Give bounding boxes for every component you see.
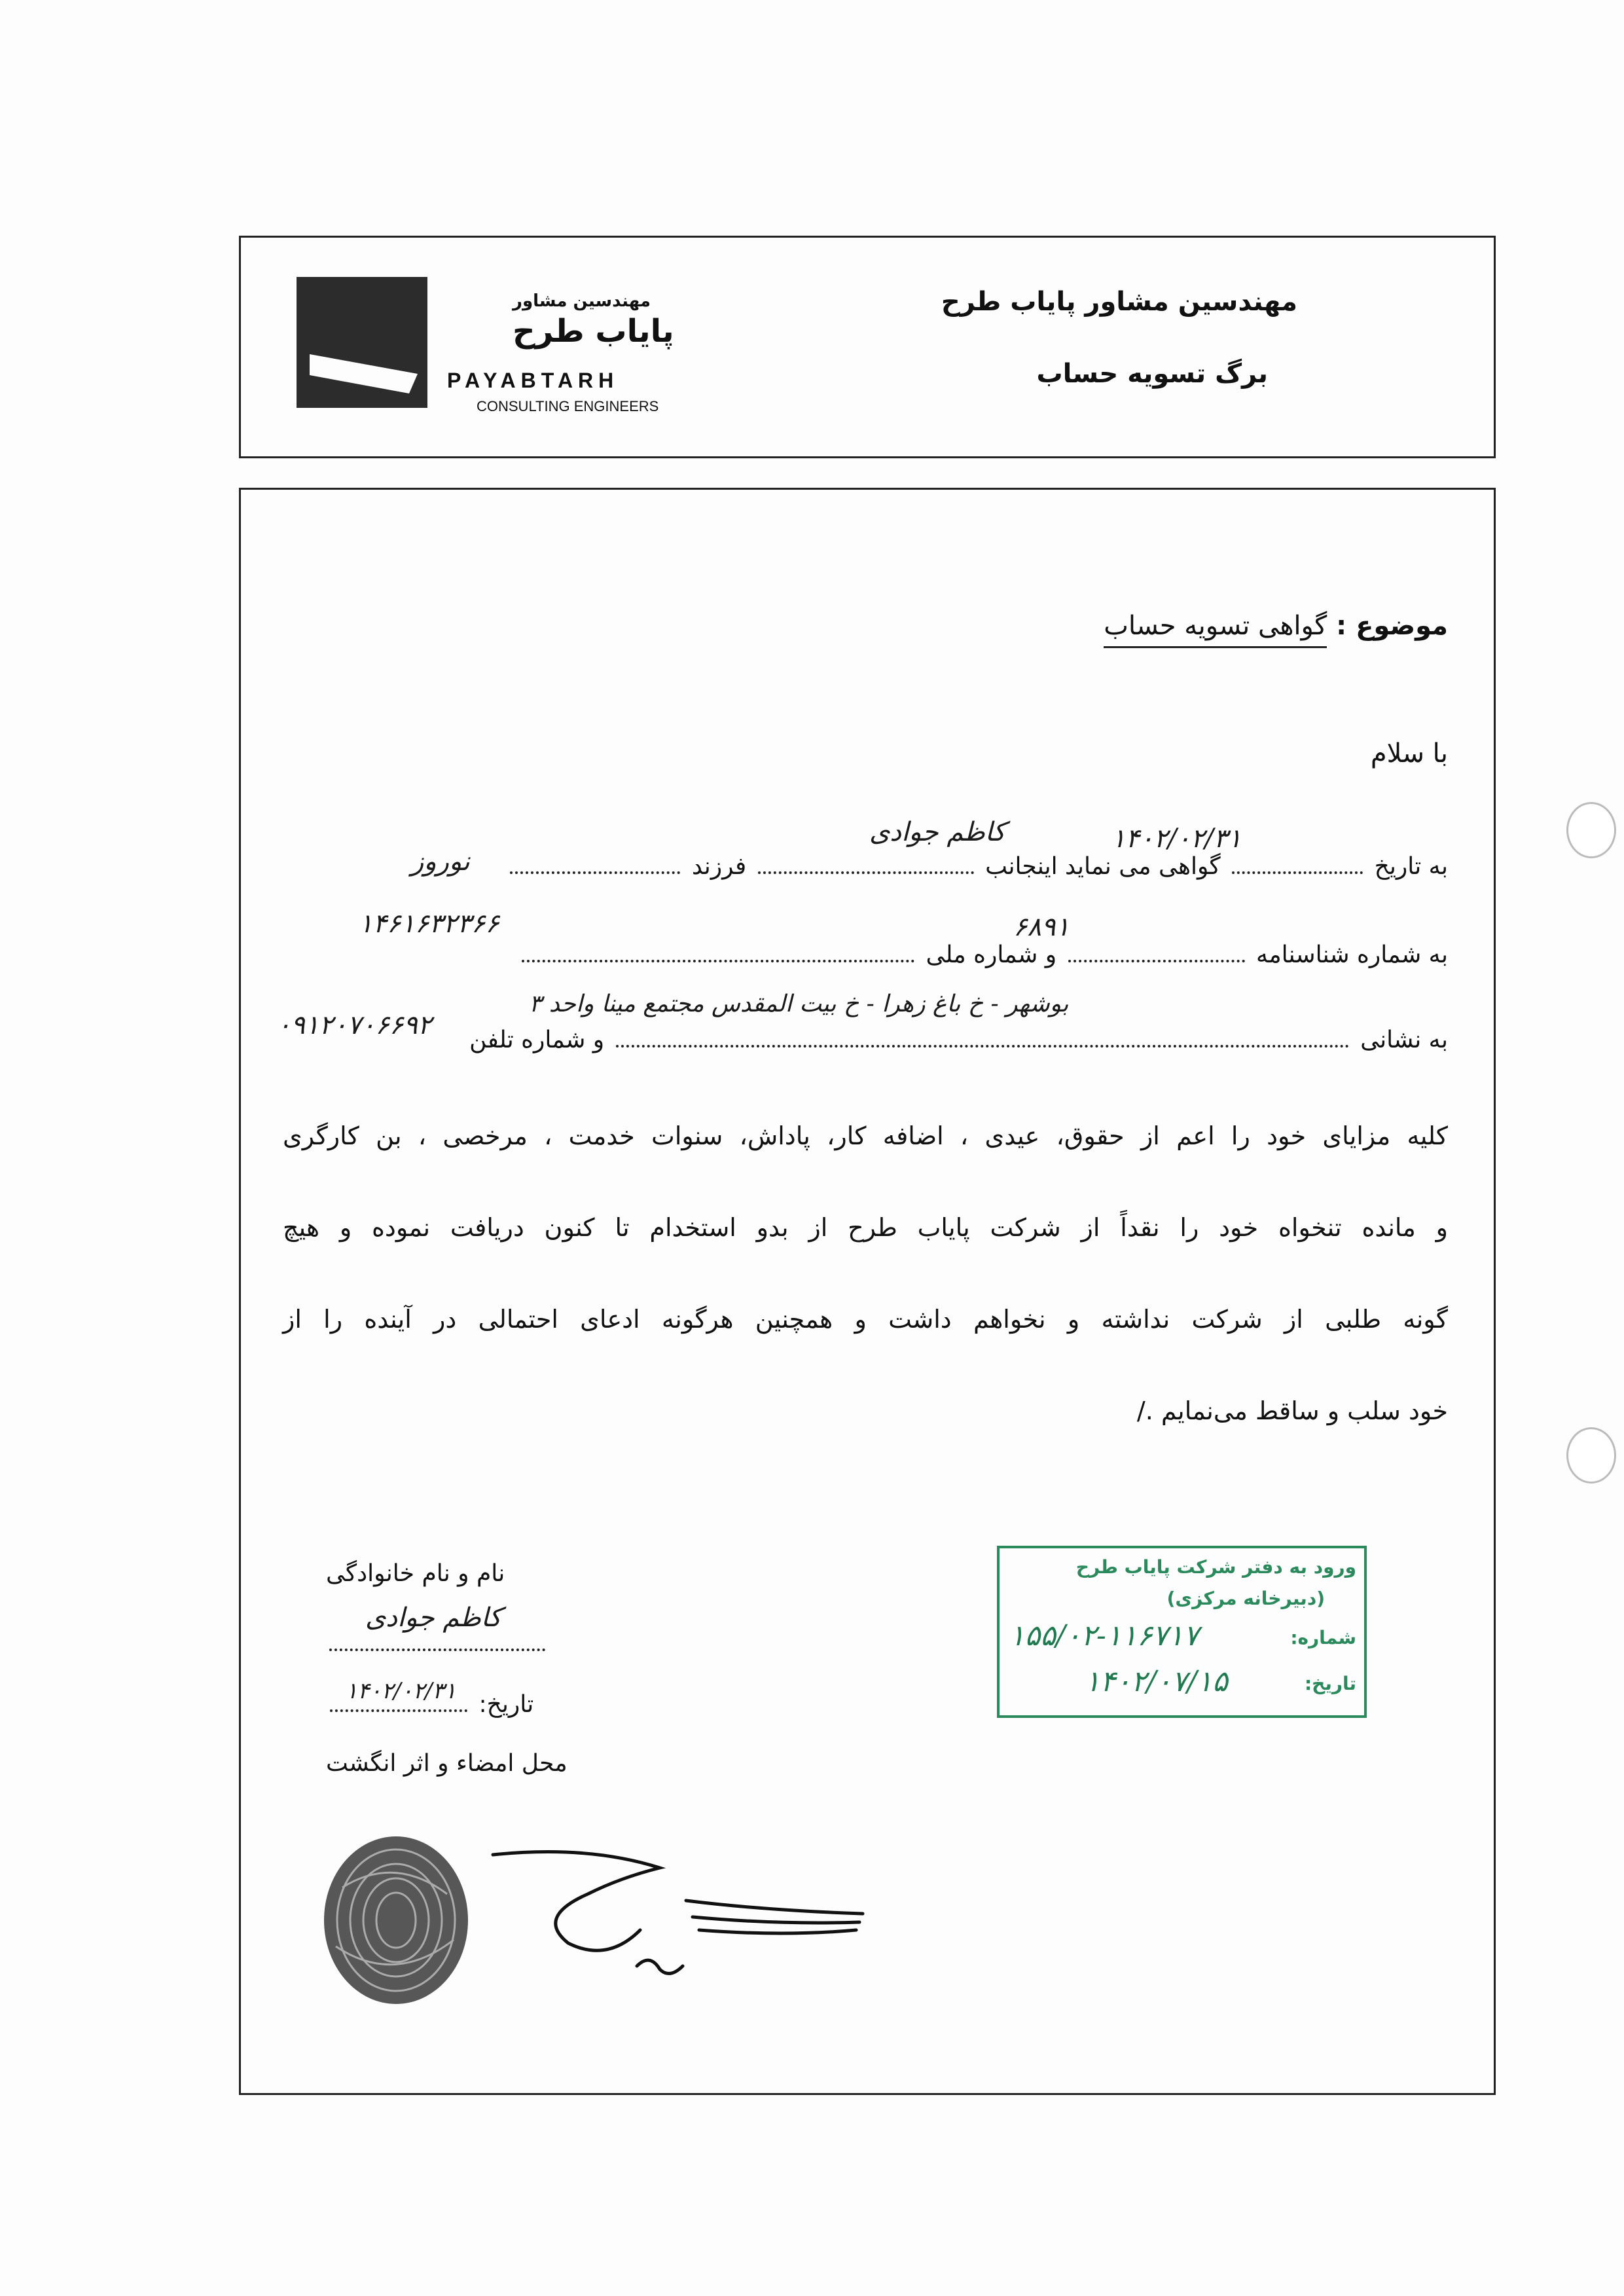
date-handwritten: ۱۴۰۲/۰۲/۳۱ <box>1111 824 1242 854</box>
body-paragraph-line: گونه طلبی از شرکت نداشته و نخواهم داشت و همچنین هرگونه ادعای احتمالی در آینده را از <box>283 1305 1448 1334</box>
subject-line <box>241 611 1494 641</box>
form-line-id <box>241 941 1494 968</box>
stamp-number-handwritten: ۱۵۵/۰۲-۱۱۶۷۱۷ <box>1009 1619 1199 1652</box>
date-dotted-field <box>1232 862 1363 874</box>
date-label: به تاریخ <box>1374 853 1448 880</box>
sign-place-label: محل امضاء و اثر انگشت <box>326 1750 568 1777</box>
id-number-dotted-field <box>1068 951 1245 962</box>
main-body-box <box>239 488 1496 2095</box>
logo-text-en-sub: CONSULTING ENGINEERS <box>477 398 659 414</box>
phone-handwritten: ۰۹۱۲۰۷۰۶۶۹۲ <box>277 1010 432 1040</box>
father-handwritten: نوروز <box>411 847 470 877</box>
national-id-handwritten: ۱۴۶۱۶۳۲۳۶۶ <box>359 909 499 939</box>
signer-name-handwritten: کاظم جوادی <box>365 1603 502 1633</box>
punch-hole-top <box>1566 802 1616 858</box>
child-of-label: فرزند <box>691 853 747 880</box>
company-name: مهندسین مشاور پایاب طرح <box>941 287 1297 317</box>
stamp-date-label: تاریخ: <box>1304 1673 1356 1694</box>
logo-mark-icon <box>297 277 427 408</box>
name-dotted-field <box>758 862 974 874</box>
body-paragraph-line: کلیه مزایای خود را اعم از حقوق، عیدی ، اضافه کار، پاداش، سنوات خدمت ، مرخصی ، بن کارگری <box>283 1121 1448 1150</box>
stamp-date-handwritten: ۱۴۰۲/۰۷/۱۵ <box>1085 1665 1228 1698</box>
stamp-line1: ورود به دفتر شرکت پایاب طرح <box>1075 1556 1356 1578</box>
certify-text: گواهی می نماید اینجانب <box>985 853 1221 880</box>
phone-label: و شماره تلفن <box>469 1027 605 1053</box>
father-dotted-field <box>510 862 680 874</box>
company-logo <box>297 277 729 421</box>
form-title: برگ تسویه حساب <box>1036 359 1268 389</box>
id-number-handwritten: ۶۸۹۱ <box>1013 912 1070 942</box>
address-handwritten: بوشهر - خ باغ زهرا - خ بیت المقدس مجتمع مینا واحد ۳ <box>529 991 1069 1017</box>
stamp-line2: (دبیرخانه مرکزی) <box>1166 1588 1325 1609</box>
subject-label: موضوع : <box>1336 611 1448 641</box>
national-id-label: و شماره ملی <box>926 941 1057 968</box>
logo-text-fa-small: مهندسین مشاور <box>513 291 651 311</box>
name-label: نام و نام خانوادگی <box>326 1560 505 1587</box>
national-id-dotted-field <box>522 951 914 962</box>
fingerprint-icon <box>316 1829 477 2012</box>
body-paragraph-line: و مانده تنخواه خود را نقداً از شرکت پایاب طرح از بدو استخدام تا کنون دریافت نموده و هیچ <box>283 1213 1448 1242</box>
signature-icon <box>490 1838 869 1989</box>
address-label: به نشانی <box>1360 1027 1448 1053</box>
logo-text-fa: پایاب طرح <box>513 313 674 350</box>
signer-date-label: تاریخ: <box>478 1691 534 1718</box>
subject-value: گواهی تسویه حساب <box>1104 611 1327 648</box>
registry-stamp <box>997 1546 1367 1718</box>
name-handwritten: کاظم جوادی <box>869 817 1006 847</box>
greeting: با سلام <box>1370 738 1448 769</box>
id-number-label: به شماره شناسنامه <box>1256 941 1448 968</box>
header-box <box>239 236 1496 458</box>
logo-text-en: PAYABTARH <box>447 369 619 392</box>
body-paragraph-line: خود سلب و ساقط می‌نمایم ./ <box>1136 1396 1448 1425</box>
punch-hole-bottom <box>1566 1427 1616 1484</box>
signer-date-handwritten: ۱۴۰۲/۰۲/۳۱ <box>346 1678 457 1704</box>
address-dotted-field <box>616 1036 1349 1048</box>
signer-name-dotted-field <box>329 1649 545 1651</box>
stamp-number-label: شماره: <box>1290 1627 1356 1649</box>
